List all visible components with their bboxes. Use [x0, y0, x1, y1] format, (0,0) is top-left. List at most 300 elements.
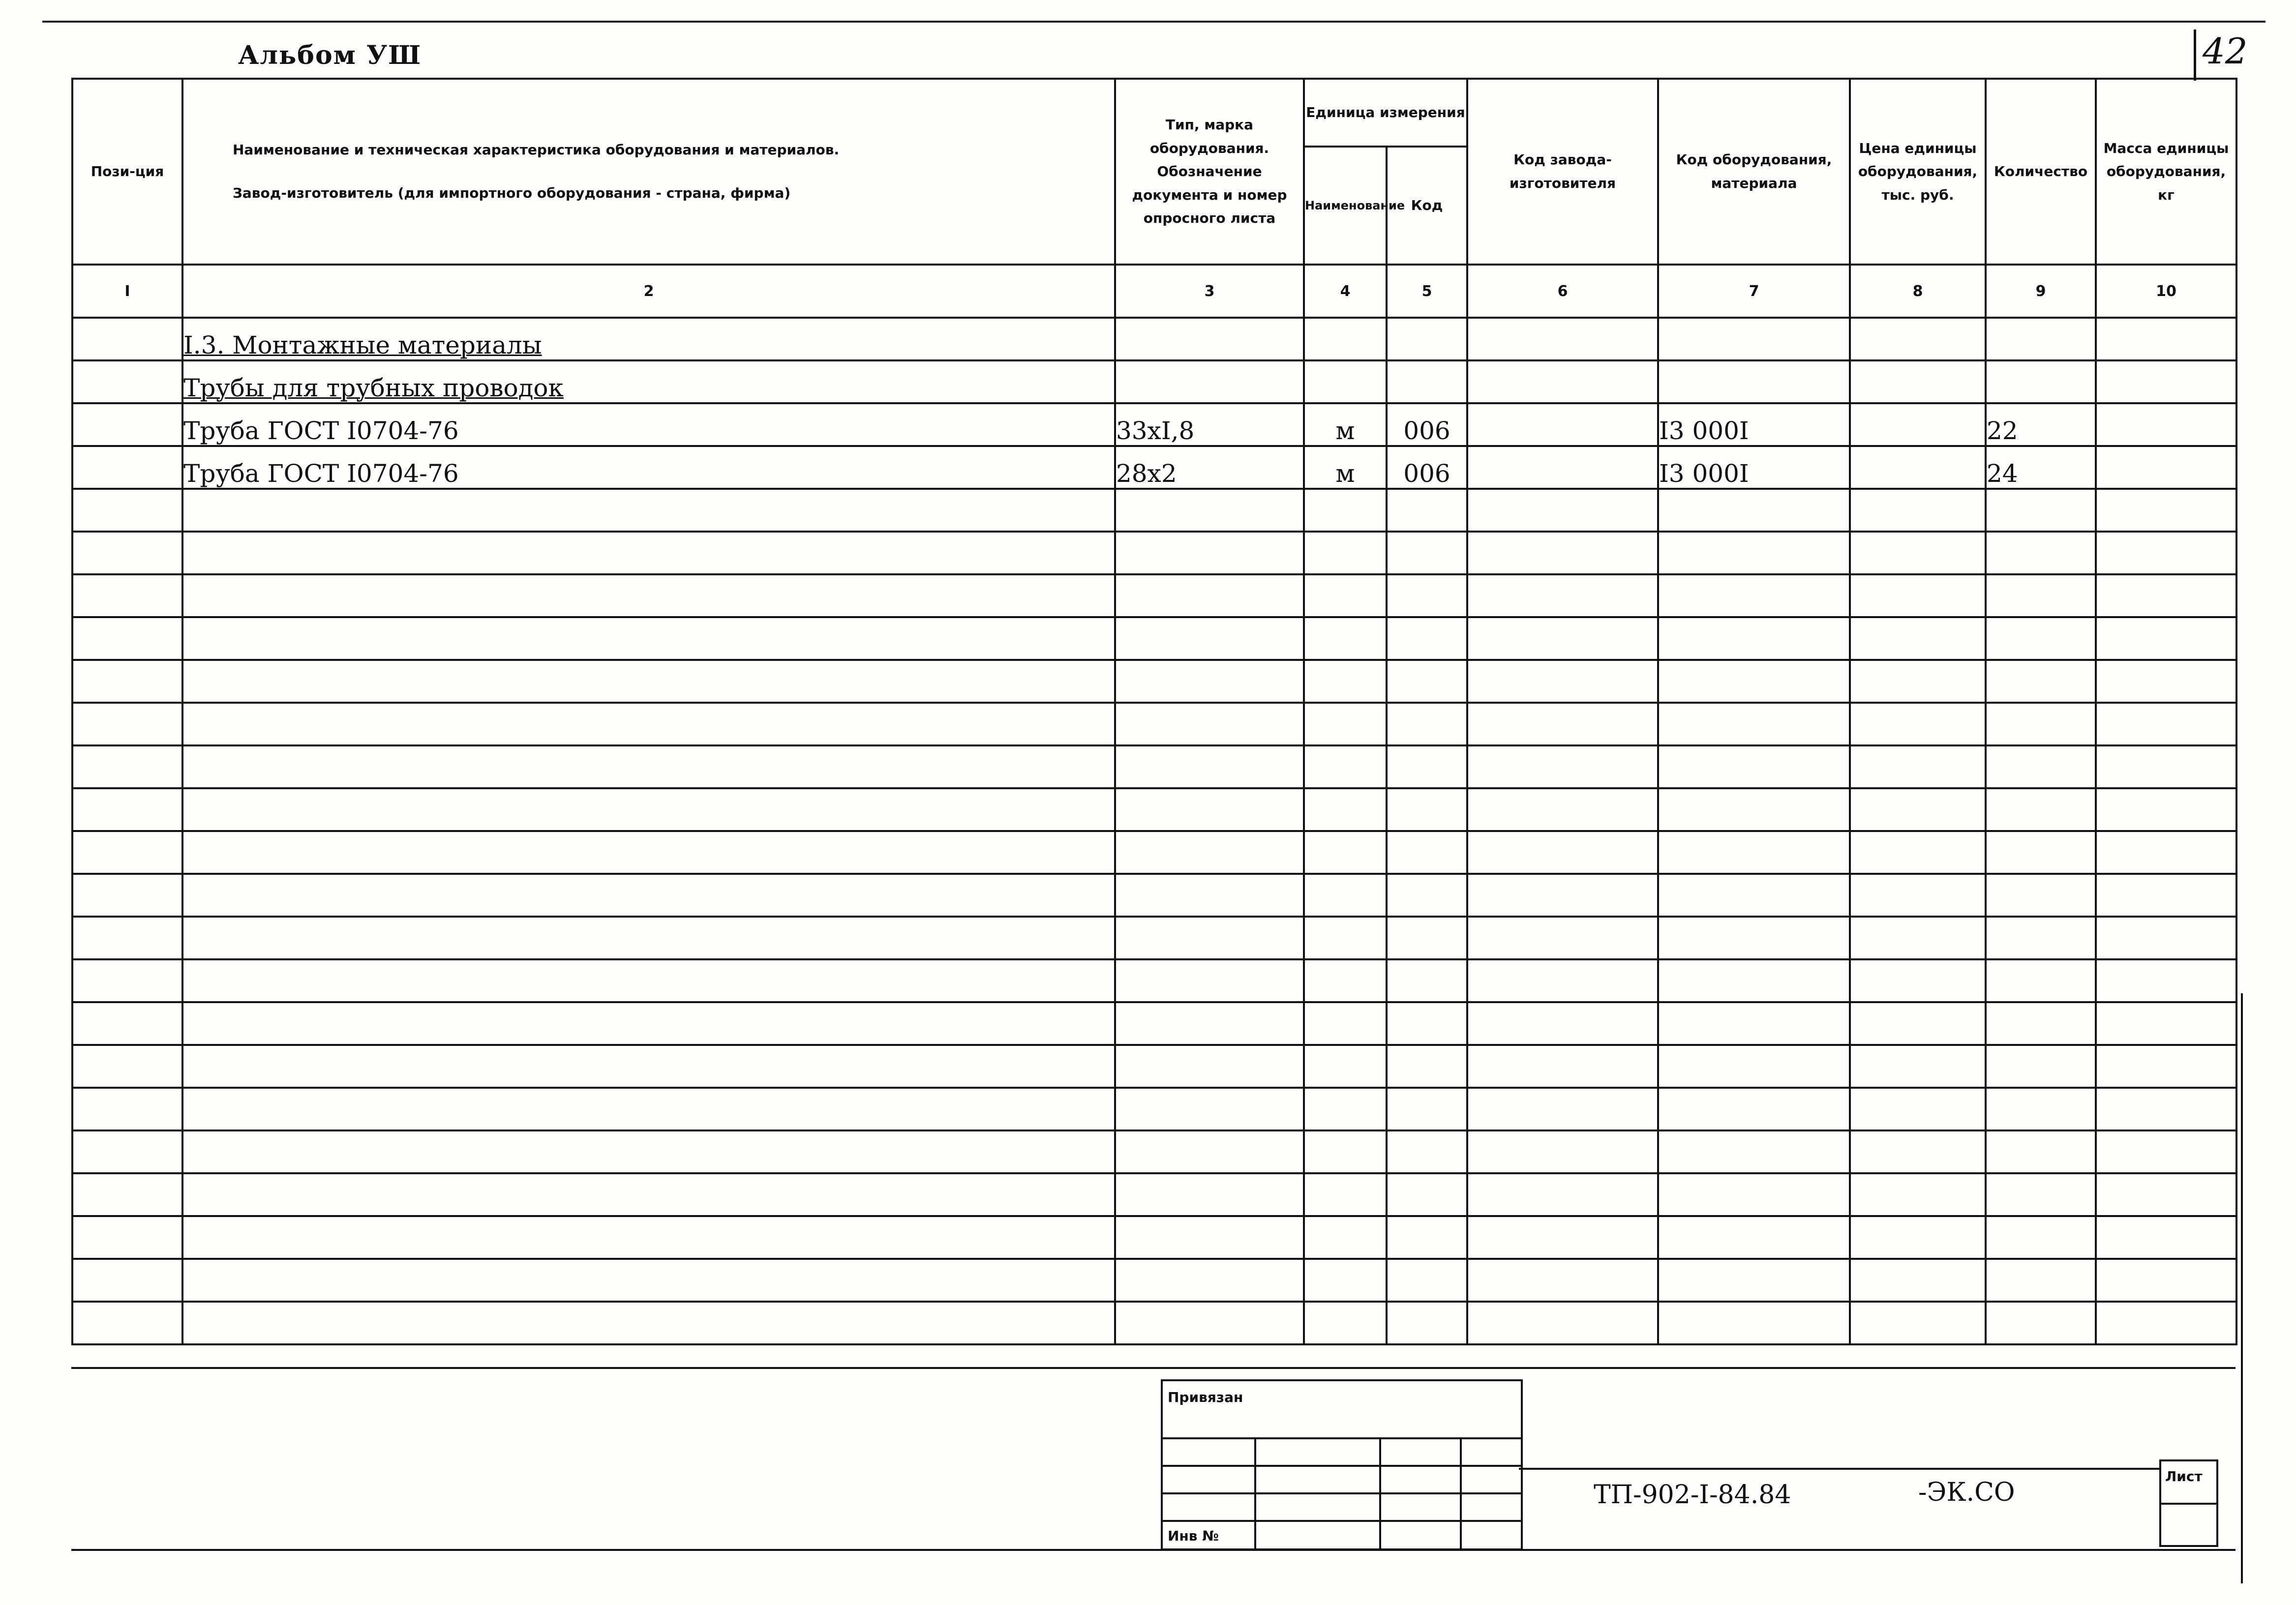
colnum-7: 7 — [1658, 265, 1850, 318]
empty-cell — [1986, 532, 2096, 574]
empty-cell — [1304, 1302, 1387, 1344]
empty-cell — [1467, 1216, 1658, 1259]
empty-table-row — [72, 1130, 2236, 1173]
empty-cell — [2096, 745, 2236, 788]
empty-cell — [1115, 788, 1304, 831]
empty-cell — [1986, 959, 2096, 1002]
cell-mass — [2096, 403, 2236, 446]
empty-cell — [1387, 1173, 1467, 1216]
empty-cell — [1467, 1302, 1658, 1344]
empty-table-row — [72, 917, 2236, 959]
empty-table-row — [72, 1088, 2236, 1130]
empty-cell — [1387, 617, 1467, 660]
empty-cell — [182, 1002, 1115, 1045]
empty-table-row — [72, 874, 2236, 917]
empty-cell — [1467, 1002, 1658, 1045]
empty-table-row — [72, 617, 2236, 660]
empty-cell — [1115, 617, 1304, 660]
empty-cell — [1115, 574, 1304, 617]
empty-cell — [1658, 831, 1850, 874]
cell-quantity: 24 — [1986, 446, 2096, 489]
cell-name: Труба ГОСТ I0704-76 — [182, 446, 1115, 489]
empty-cell — [2096, 617, 2236, 660]
cell-price — [1850, 318, 1986, 360]
empty-cell — [1986, 1130, 2096, 1173]
empty-cell — [1115, 745, 1304, 788]
empty-table-row — [72, 532, 2236, 574]
empty-cell — [1850, 660, 1986, 703]
empty-cell — [1304, 703, 1387, 745]
empty-cell — [1304, 1130, 1387, 1173]
empty-cell — [2096, 1216, 2236, 1259]
table-row — [72, 318, 2236, 360]
header-unit-code: Код — [1387, 147, 1467, 265]
cell-quantity — [1986, 318, 2096, 360]
empty-cell — [1304, 917, 1387, 959]
empty-cell — [1387, 788, 1467, 831]
empty-cell — [1387, 703, 1467, 745]
empty-cell — [1115, 917, 1304, 959]
empty-table-row — [72, 1002, 2236, 1045]
empty-cell — [1658, 574, 1850, 617]
empty-cell — [1658, 1173, 1850, 1216]
empty-cell — [182, 660, 1115, 703]
empty-cell — [72, 874, 182, 917]
empty-cell — [1304, 831, 1387, 874]
table-row — [72, 446, 2236, 489]
empty-cell — [1986, 617, 2096, 660]
empty-cell — [72, 574, 182, 617]
empty-cell — [1115, 703, 1304, 745]
empty-cell — [1986, 1302, 2096, 1344]
stamp-inventory-label: Инв № — [1168, 1528, 1219, 1544]
cell-mass — [2096, 318, 2236, 360]
empty-cell — [1304, 745, 1387, 788]
empty-table-row — [72, 1045, 2236, 1088]
empty-cell — [1467, 1130, 1658, 1173]
stamp-line — [1163, 1492, 1521, 1494]
bottom-rule — [71, 1549, 2236, 1551]
cell-position — [72, 318, 182, 360]
colnum-3: 3 — [1115, 265, 1304, 318]
empty-cell — [1467, 703, 1658, 745]
sheet-list-label: Лист — [2165, 1468, 2203, 1485]
empty-cell — [1467, 660, 1658, 703]
cell-unit-code — [1387, 360, 1467, 403]
empty-cell — [1304, 959, 1387, 1002]
empty-cell — [1986, 1002, 2096, 1045]
empty-cell — [182, 745, 1115, 788]
empty-cell — [1850, 1045, 1986, 1088]
empty-cell — [1304, 532, 1387, 574]
empty-cell — [1304, 1045, 1387, 1088]
empty-cell — [1115, 874, 1304, 917]
empty-cell — [1467, 874, 1658, 917]
cell-name — [182, 318, 1115, 360]
empty-cell — [1850, 703, 1986, 745]
empty-cell — [1115, 660, 1304, 703]
empty-cell — [1115, 489, 1304, 532]
empty-cell — [72, 1302, 182, 1344]
empty-cell — [1115, 959, 1304, 1002]
empty-cell — [1467, 959, 1658, 1002]
empty-cell — [1986, 745, 2096, 788]
empty-cell — [1304, 874, 1387, 917]
cell-material-code: I3 000I — [1658, 446, 1850, 489]
empty-cell — [72, 660, 182, 703]
empty-table-row — [72, 1216, 2236, 1259]
empty-cell — [1850, 1173, 1986, 1216]
empty-cell — [1467, 917, 1658, 959]
empty-cell — [1387, 917, 1467, 959]
empty-table-row — [72, 959, 2236, 1002]
empty-cell — [182, 1130, 1115, 1173]
header-position: Пози-ция — [72, 79, 182, 265]
empty-cell — [2096, 489, 2236, 532]
empty-cell — [2096, 959, 2236, 1002]
empty-cell — [1850, 617, 1986, 660]
empty-cell — [72, 745, 182, 788]
empty-cell — [1467, 831, 1658, 874]
empty-cell — [72, 703, 182, 745]
empty-rows — [72, 489, 2236, 1344]
empty-cell — [1387, 959, 1467, 1002]
empty-cell — [182, 617, 1115, 660]
sheet-list-box — [2159, 1459, 2218, 1547]
empty-cell — [1387, 1302, 1467, 1344]
subsection-title: Трубы для трубных проводок — [183, 374, 564, 402]
empty-cell — [1115, 532, 1304, 574]
empty-cell — [182, 1216, 1115, 1259]
empty-table-row — [72, 660, 2236, 703]
header-price: Цена единицы оборудования, тыс. руб. — [1850, 79, 1986, 265]
cell-factory-code — [1467, 446, 1658, 489]
cell-unit-code — [1387, 318, 1467, 360]
empty-cell — [1850, 788, 1986, 831]
binding-stamp — [1161, 1379, 1523, 1550]
table-row — [72, 403, 2236, 446]
empty-cell — [72, 1088, 182, 1130]
section-title: I.3. Монтажные материалы — [183, 331, 542, 359]
header-name — [182, 79, 1115, 265]
cell-unit-code: 006 — [1387, 403, 1467, 446]
empty-cell — [1850, 959, 1986, 1002]
empty-table-row — [72, 1259, 2236, 1302]
empty-cell — [72, 1045, 182, 1088]
empty-cell — [1658, 489, 1850, 532]
empty-cell — [2096, 1045, 2236, 1088]
empty-cell — [1304, 788, 1387, 831]
empty-cell — [1387, 532, 1467, 574]
empty-cell — [1387, 1045, 1467, 1088]
empty-cell — [1467, 1088, 1658, 1130]
empty-cell — [72, 532, 182, 574]
stamp-divider — [1254, 1437, 1256, 1548]
empty-cell — [1387, 831, 1467, 874]
empty-cell — [1387, 1259, 1467, 1302]
empty-cell — [182, 703, 1115, 745]
empty-cell — [1658, 788, 1850, 831]
empty-cell — [1658, 1088, 1850, 1130]
empty-cell — [1850, 1259, 1986, 1302]
stamp-divider — [1379, 1437, 1381, 1548]
header-quantity: Количество — [1986, 79, 2096, 265]
empty-table-row — [72, 703, 2236, 745]
empty-cell — [72, 1130, 182, 1173]
empty-cell — [1387, 874, 1467, 917]
empty-cell — [2096, 1259, 2236, 1302]
colnum-9: 9 — [1986, 265, 2096, 318]
cell-mass — [2096, 446, 2236, 489]
cell-mass — [2096, 360, 2236, 403]
empty-cell — [182, 874, 1115, 917]
top-rule — [42, 21, 2266, 23]
stamp-line — [1163, 1437, 1521, 1439]
empty-cell — [1658, 617, 1850, 660]
empty-cell — [1850, 532, 1986, 574]
empty-cell — [1467, 489, 1658, 532]
empty-cell — [1467, 1259, 1658, 1302]
empty-cell — [1304, 1173, 1387, 1216]
cell-type — [1115, 318, 1304, 360]
empty-cell — [1850, 574, 1986, 617]
empty-cell — [1986, 788, 2096, 831]
empty-cell — [72, 617, 182, 660]
empty-cell — [1304, 617, 1387, 660]
cell-factory-code — [1467, 318, 1658, 360]
empty-cell — [1467, 617, 1658, 660]
empty-cell — [72, 788, 182, 831]
cell-material-code — [1658, 360, 1850, 403]
empty-cell — [1658, 1216, 1850, 1259]
empty-cell — [1467, 1045, 1658, 1088]
empty-cell — [182, 1088, 1115, 1130]
empty-cell — [2096, 917, 2236, 959]
empty-cell — [2096, 1302, 2236, 1344]
header-unit-group: Единица измерения — [1304, 79, 1467, 147]
cell-name: Труба ГОСТ I0704-76 — [182, 403, 1115, 446]
empty-cell — [1658, 745, 1850, 788]
empty-cell — [1387, 660, 1467, 703]
empty-cell — [1115, 1173, 1304, 1216]
colnum-5: 5 — [1387, 265, 1467, 318]
header-material-code: Код оборудования, материала — [1658, 79, 1850, 265]
cell-type — [1115, 360, 1304, 403]
empty-cell — [1658, 917, 1850, 959]
empty-cell — [1387, 574, 1467, 617]
colnum-2: 2 — [182, 265, 1115, 318]
empty-table-row — [72, 489, 2236, 532]
empty-cell — [2096, 831, 2236, 874]
document-code: ТП-902-I-84.84 — [1594, 1480, 1791, 1510]
empty-table-row — [72, 574, 2236, 617]
empty-table-row — [72, 1302, 2236, 1344]
colnum-8: 8 — [1850, 265, 1986, 318]
table-row — [72, 360, 2236, 403]
footer-rule — [71, 1367, 2236, 1369]
empty-cell — [2096, 574, 2236, 617]
empty-cell — [2096, 660, 2236, 703]
empty-cell — [72, 1173, 182, 1216]
header-type: Тип, марка оборудования. Обозначение документа и номер опросного листа — [1115, 79, 1304, 265]
empty-cell — [1304, 489, 1387, 532]
specification-table — [71, 78, 2237, 1345]
empty-table-row — [72, 1173, 2236, 1216]
empty-cell — [1850, 1088, 1986, 1130]
cell-unit: м — [1304, 403, 1387, 446]
empty-cell — [1850, 917, 1986, 959]
empty-cell — [1387, 1216, 1467, 1259]
cell-position — [72, 446, 182, 489]
stamp-line — [1163, 1465, 1521, 1467]
empty-cell — [2096, 874, 2236, 917]
document-suffix: -ЭК.СО — [1918, 1478, 2015, 1507]
empty-cell — [182, 788, 1115, 831]
empty-cell — [2096, 788, 2236, 831]
cell-price — [1850, 360, 1986, 403]
sheet-number: 42 — [2203, 30, 2248, 72]
empty-cell — [1304, 1216, 1387, 1259]
empty-cell — [182, 831, 1115, 874]
right-edge-line — [2241, 993, 2243, 1583]
empty-cell — [2096, 703, 2236, 745]
empty-cell — [1387, 745, 1467, 788]
album-label: Альбом УШ — [238, 40, 422, 70]
cell-factory-code — [1467, 403, 1658, 446]
colnum-10: 10 — [2096, 265, 2236, 318]
empty-cell — [1850, 874, 1986, 917]
empty-cell — [1304, 660, 1387, 703]
empty-cell — [1115, 1088, 1304, 1130]
cell-position — [72, 403, 182, 446]
empty-cell — [1658, 532, 1850, 574]
empty-cell — [1658, 959, 1850, 1002]
empty-cell — [182, 1259, 1115, 1302]
empty-cell — [182, 917, 1115, 959]
empty-cell — [2096, 1002, 2236, 1045]
empty-cell — [1850, 1130, 1986, 1173]
empty-cell — [1986, 1173, 2096, 1216]
empty-cell — [1850, 831, 1986, 874]
cell-unit — [1304, 318, 1387, 360]
empty-cell — [2096, 1088, 2236, 1130]
empty-cell — [72, 1002, 182, 1045]
header-factory-code: Код завода-изготовителя — [1467, 79, 1658, 265]
empty-cell — [1115, 1216, 1304, 1259]
cell-name — [182, 360, 1115, 403]
empty-cell — [1850, 745, 1986, 788]
empty-cell — [1387, 1002, 1467, 1045]
empty-cell — [1850, 489, 1986, 532]
empty-cell — [1115, 831, 1304, 874]
empty-cell — [182, 1173, 1115, 1216]
empty-cell — [1304, 1088, 1387, 1130]
empty-cell — [1986, 703, 2096, 745]
empty-cell — [1986, 660, 2096, 703]
colnum-4: 4 — [1304, 265, 1387, 318]
empty-cell — [182, 1302, 1115, 1344]
empty-cell — [1467, 532, 1658, 574]
empty-cell — [1304, 1002, 1387, 1045]
cell-type: 33xI,8 — [1115, 403, 1304, 446]
stamp-divider — [1460, 1437, 1462, 1548]
cell-material-code — [1658, 318, 1850, 360]
empty-cell — [2096, 1173, 2236, 1216]
header-name-line1: Наименование и техническая характеристика оборудования и материалов. — [233, 142, 840, 158]
empty-cell — [1467, 1173, 1658, 1216]
cell-quantity: 22 — [1986, 403, 2096, 446]
empty-cell — [1115, 1002, 1304, 1045]
cell-unit: м — [1304, 446, 1387, 489]
colnum-1: I — [72, 265, 182, 318]
header-name-line2: Завод-изготовитель (для импортного оборудования - страна, фирма) — [233, 185, 791, 201]
empty-cell — [1986, 1216, 2096, 1259]
cell-price — [1850, 403, 1986, 446]
empty-cell — [1986, 574, 2096, 617]
empty-cell — [182, 489, 1115, 532]
empty-cell — [1658, 703, 1850, 745]
stamp-bound-label: Привязан — [1168, 1389, 1243, 1405]
empty-cell — [72, 489, 182, 532]
empty-cell — [1986, 874, 2096, 917]
empty-cell — [1115, 1045, 1304, 1088]
empty-cell — [1658, 874, 1850, 917]
stamp-line — [1163, 1520, 1521, 1522]
empty-cell — [1850, 1002, 1986, 1045]
empty-cell — [182, 1045, 1115, 1088]
empty-cell — [1986, 489, 2096, 532]
empty-cell — [72, 1259, 182, 1302]
cell-position — [72, 360, 182, 403]
sheet-list-divider — [2161, 1503, 2216, 1505]
empty-cell — [1304, 574, 1387, 617]
empty-cell — [1658, 1259, 1850, 1302]
empty-cell — [72, 917, 182, 959]
cell-quantity — [1986, 360, 2096, 403]
empty-cell — [1115, 1259, 1304, 1302]
cell-unit-code: 006 — [1387, 446, 1467, 489]
empty-cell — [1115, 1130, 1304, 1173]
title-block-rule — [1519, 1468, 2159, 1470]
empty-cell — [1304, 1259, 1387, 1302]
empty-cell — [1658, 1045, 1850, 1088]
empty-cell — [182, 574, 1115, 617]
empty-cell — [1658, 1002, 1850, 1045]
empty-cell — [1986, 831, 2096, 874]
empty-cell — [1115, 1302, 1304, 1344]
cell-material-code: I3 000I — [1658, 403, 1850, 446]
header-unit-name: Наименование — [1304, 147, 1387, 265]
header-mass: Масса единицы оборудования, кг — [2096, 79, 2236, 265]
empty-cell — [72, 831, 182, 874]
empty-cell — [1658, 660, 1850, 703]
colnum-6: 6 — [1467, 265, 1658, 318]
empty-cell — [182, 959, 1115, 1002]
empty-cell — [1467, 788, 1658, 831]
empty-cell — [1986, 917, 2096, 959]
empty-cell — [1387, 489, 1467, 532]
empty-cell — [1467, 574, 1658, 617]
empty-cell — [72, 1216, 182, 1259]
empty-cell — [1986, 1259, 2096, 1302]
empty-cell — [1850, 1302, 1986, 1344]
cell-unit — [1304, 360, 1387, 403]
empty-cell — [2096, 532, 2236, 574]
empty-table-row — [72, 745, 2236, 788]
cell-type: 28x2 — [1115, 446, 1304, 489]
empty-cell — [182, 532, 1115, 574]
empty-cell — [72, 959, 182, 1002]
